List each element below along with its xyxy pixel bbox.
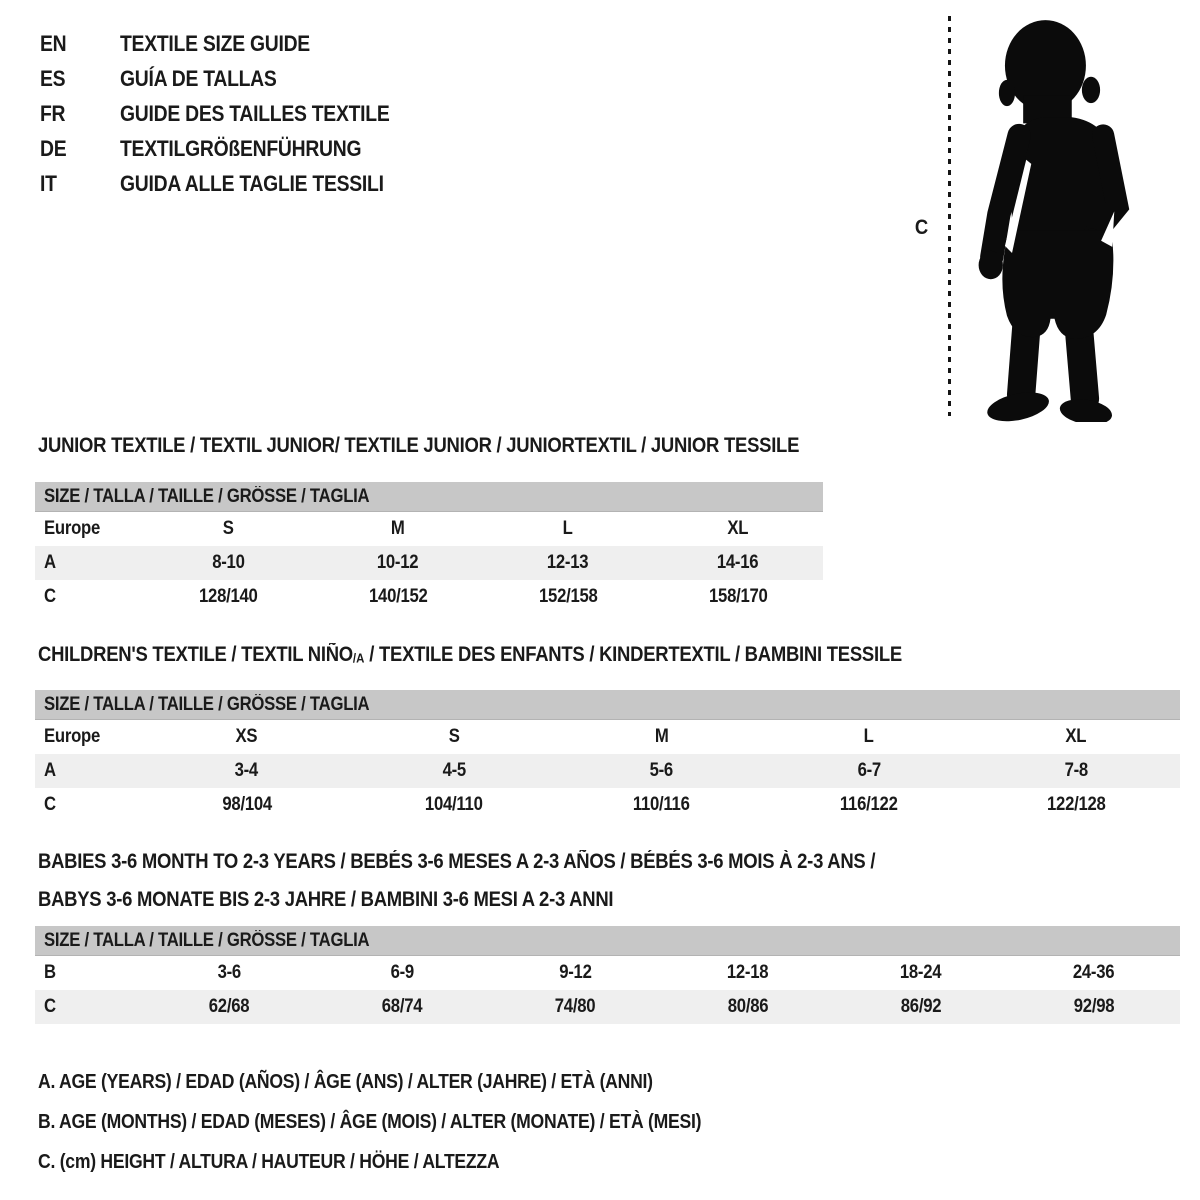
size-cell: XL (727, 518, 749, 539)
size-header-text: SIZE / TALLA / TAILLE / GRÖSSE / TAGLIA (44, 694, 370, 715)
size-cell: M (391, 518, 405, 539)
table-row-europe (35, 512, 823, 546)
height-cell: 104/110 (425, 794, 483, 815)
age-cell: 9-12 (558, 962, 592, 983)
language-title: TEXTILGRÖßENFÜHRUNG (120, 135, 362, 161)
age-cell: 10-12 (377, 552, 419, 573)
baby-silhouette-icon (962, 12, 1140, 422)
babies-table (35, 956, 1180, 1024)
height-cell: 116/122 (840, 794, 898, 815)
language-row (40, 131, 426, 166)
legend-line-a (38, 1062, 792, 1102)
size-header-text: SIZE / TALLA / TAILLE / GRÖSSE / TAGLIA (44, 930, 370, 951)
nino-a-subscript: /A (352, 650, 365, 666)
legend (38, 1062, 792, 1182)
size-cell: XS (235, 726, 258, 747)
age-cell: 3-4 (235, 760, 259, 781)
children-table-title-text: CHILDREN'S TEXTILE / TEXTIL NIÑO/A / TEXTILE DES ENFANTS / KINDERTEXTIL / BAMBINI TESSILE (38, 643, 902, 666)
junior-table-title (38, 434, 903, 458)
size-cell: L (563, 518, 573, 539)
row-label: C (44, 794, 56, 815)
height-cell: 128/140 (198, 586, 258, 607)
height-cell: 92/98 (1073, 996, 1114, 1017)
language-row (40, 96, 426, 131)
legend-text-b: B. AGE (MONTHS) / EDAD (MESES) / ÂGE (MOIS) / ALTER (MONATE) / ETÀ (MESI) (38, 1110, 702, 1133)
height-cell: 80/86 (727, 996, 769, 1017)
height-label-c (914, 216, 929, 240)
table-row-c (35, 788, 1180, 822)
row-label: Europe (44, 726, 101, 747)
height-cell: 110/116 (633, 794, 690, 815)
row-label: C (44, 996, 56, 1017)
size-header-bar (35, 482, 823, 512)
height-cell: 152/158 (538, 586, 598, 607)
language-code: IT (40, 170, 57, 196)
row-label: A (44, 760, 56, 781)
age-cell: 12-13 (547, 552, 589, 573)
babies-table-title-line1 (38, 850, 989, 874)
children-table (35, 720, 1180, 822)
height-cell: 122/128 (1047, 794, 1106, 815)
language-row (40, 166, 426, 201)
table-row-c (35, 580, 823, 614)
age-cell: 8-10 (211, 552, 245, 573)
age-cell: 7-8 (1064, 760, 1089, 781)
legend-line-c (38, 1142, 792, 1182)
table-row-a (35, 546, 823, 580)
legend-text-a: A. AGE (YEARS) / EDAD (AÑOS) / ÂGE (ANS) / ALTER (JAHRE) / ETÀ (ANNI) (38, 1070, 653, 1093)
height-cell: 98/104 (221, 794, 272, 815)
height-cell: 62/68 (209, 996, 250, 1017)
children-table-title (38, 643, 1020, 667)
age-cell: 18-24 (899, 962, 942, 983)
age-cell: 24-36 (1072, 962, 1115, 983)
table-row-europe (35, 720, 1180, 754)
age-cell: 6-9 (390, 962, 414, 983)
babies-title-text-2: BABYS 3-6 MONATE BIS 2-3 JAHRE / BAMBINI 3-6 MESI A 2-3 ANNI (38, 888, 614, 911)
language-code: ES (40, 65, 66, 91)
language-code: EN (40, 30, 67, 56)
size-header-text: SIZE / TALLA / TAILLE / GRÖSSE / TAGLIA (44, 486, 370, 507)
junior-table-title-text: JUNIOR TEXTILE / TEXTIL JUNIOR/ TEXTILE JUNIOR / JUNIORTEXTIL / JUNIOR TESSILE (38, 434, 800, 457)
language-title: TEXTILE SIZE GUIDE (120, 30, 310, 56)
age-cell: 3-6 (217, 962, 242, 983)
age-cell: 14-16 (717, 552, 759, 573)
size-cell: M (654, 726, 669, 747)
size-cell: S (448, 726, 460, 747)
language-code: FR (40, 100, 66, 126)
language-title: GUIDA ALLE TAGLIE TESSILI (120, 170, 384, 196)
language-list (40, 26, 426, 201)
babies-table-title-line2 (38, 888, 692, 912)
language-row (40, 61, 426, 96)
junior-table (35, 512, 823, 614)
height-cell: 140/152 (368, 586, 428, 607)
height-cell: 158/170 (708, 586, 768, 607)
size-header-bar (35, 690, 1180, 720)
legend-text-c: C. (cm) HEIGHT / ALTURA / HAUTEUR / HÖHE / ALTEZZA (38, 1150, 500, 1173)
table-row-b (35, 956, 1180, 990)
table-row-c (35, 990, 1180, 1024)
size-cell: XL (1065, 726, 1087, 747)
age-cell: 4-5 (442, 760, 466, 781)
row-label: Europe (44, 518, 101, 539)
size-header-bar (35, 926, 1180, 956)
language-row (40, 26, 426, 61)
height-dashed-line (948, 16, 951, 416)
size-cell: L (863, 726, 874, 747)
age-cell: 12-18 (727, 962, 769, 983)
babies-title-text-1: BABIES 3-6 MONTH TO 2-3 YEARS / BEBÉS 3-6 MESES A 2-3 AÑOS / BÉBÉS 3-6 MOIS À 2-3 ANS / (38, 850, 876, 873)
height-cell: 68/74 (381, 996, 423, 1017)
size-cell: S (222, 518, 234, 539)
row-label: B (44, 962, 56, 983)
height-cell: 86/92 (900, 996, 941, 1017)
age-cell: 5-6 (649, 760, 674, 781)
row-label: C (44, 586, 56, 607)
language-title: GUIDE DES TAILLES TEXTILE (120, 100, 390, 126)
row-label: A (44, 552, 56, 573)
table-row-a (35, 754, 1180, 788)
height-label-text: C (914, 216, 928, 239)
legend-line-b (38, 1102, 792, 1142)
language-title: GUÍA DE TALLAS (120, 65, 277, 91)
height-cell: 74/80 (554, 996, 596, 1017)
age-cell: 6-7 (857, 760, 881, 781)
language-code: DE (40, 135, 67, 161)
